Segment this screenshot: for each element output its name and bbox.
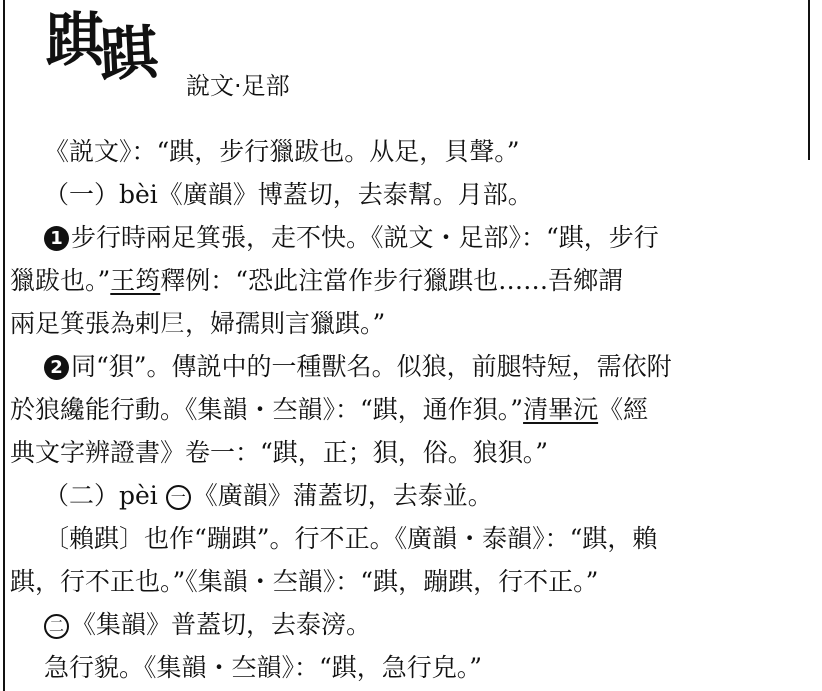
right-border-line — [808, 0, 810, 160]
compound-line: 〔賴踑〕也作“蹦踑”。行不正。《廣韻・泰韻》：“踑，賴 — [44, 524, 658, 553]
sense-one-line — [10, 216, 800, 259]
sub-reading-two-gloss: 急行貌。《集韻・夳韻》：“踑，急行皃。” — [44, 653, 483, 682]
sense-number-1-icon: 1 — [44, 226, 69, 251]
heading-source: 說文·足部 — [186, 72, 290, 100]
sub-reading-two-text: 《集韻》普蓋切，去泰滂。 — [71, 610, 372, 639]
sense-one-line-2 — [10, 259, 800, 302]
entry-body — [10, 130, 800, 689]
sub-reading-1-icon: 一 — [166, 485, 191, 510]
person-name-wangyun: 王筠 — [110, 266, 161, 295]
seal-char-2: 踑 — [98, 18, 156, 90]
sub-reading-2-icon: 二 — [44, 614, 69, 639]
sense-one-text: 步行時兩足箕張，走不快。《説文・足部》：“踑，步行 — [71, 223, 659, 252]
sense-one-text-2b: 釋例：“恐此注當作步行獵踑也……吾鄉謂 — [160, 266, 624, 295]
entry-header — [46, 8, 806, 118]
compound-line-2: 踑，行不正也。”《集韻・夳韻》：“踑，蹦踑，行不正。” — [10, 567, 599, 596]
sense-two-line-3: 典文字辨證書》卷一：“踑，正；狽，俗。狼狽。” — [10, 438, 549, 467]
person-name-biyuan: 清畢沅 — [523, 395, 599, 424]
seal-script-heading — [46, 6, 156, 90]
sense-two-line-2 — [10, 388, 800, 431]
reading-one-line: （一）bèi《廣韻》博蓋切，去泰幫。月部。 — [44, 180, 533, 209]
sense-two-text: 同“狽”。傳説中的一種獸名。似狼，前腿特短，需依附 — [71, 352, 672, 381]
sense-number-2-icon: 2 — [44, 355, 69, 380]
sense-one-line-3: 兩足箕張為剌𡰥，婦孺則言獵踑。” — [10, 309, 386, 338]
reading-two-label: （二）pèi — [44, 481, 158, 510]
sense-two-text-2a: 於狼纔能行動。《集韻・夳韻》：“踑，通作狽。” — [10, 395, 524, 424]
reading-two-line — [10, 474, 800, 517]
seal-char-1: 踑 — [46, 6, 101, 74]
left-border-line — [3, 0, 5, 691]
sense-two-text-2b: 《經 — [598, 395, 649, 424]
sense-two-line — [10, 345, 800, 388]
reading-two-text: 《廣韻》蒲蓋切，去泰並。 — [192, 481, 493, 510]
sub-reading-two-line — [10, 603, 800, 646]
sense-one-text-2a: 獵跋也。” — [10, 266, 111, 295]
shuowen-quote-line: 《説文》：“踑，步行獵跋也。从足，貝聲。” — [44, 137, 520, 166]
